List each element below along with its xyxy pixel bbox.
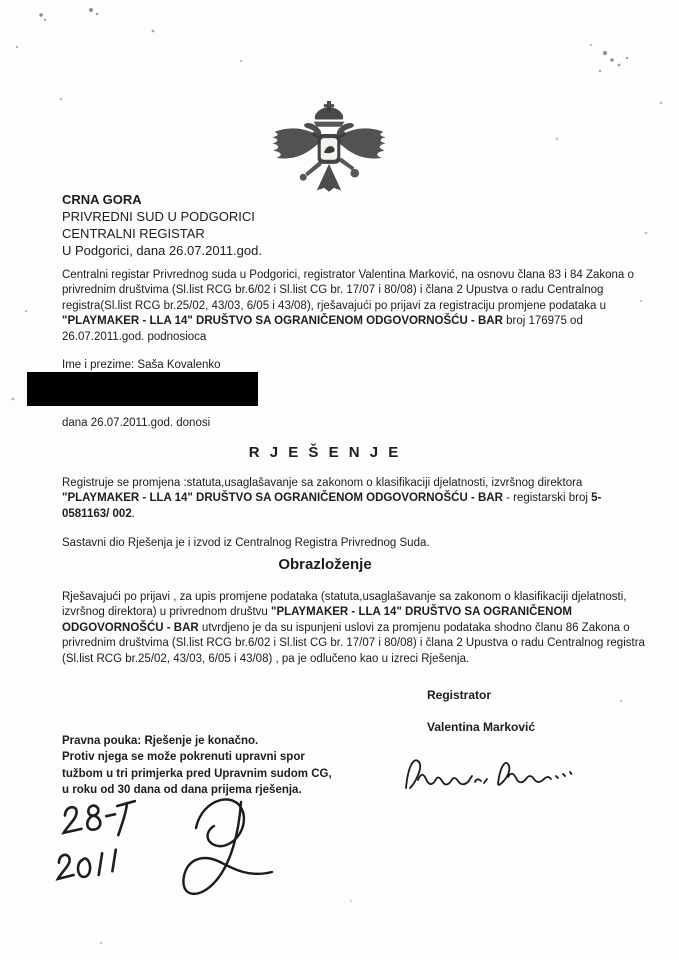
court-name: PRIVREDNI SUD U PODGORICI [62,209,255,224]
company-name: "PLAYMAKER - LLA 14" DRUŠTVO SA OGRANIČENOM ODGOVORNOŠĆU - BAR [62,315,503,328]
legal-remedy-line2: Protiv njega se može pokrenuti upravni spor [62,751,305,764]
decision-text-before: Registruje se promjena :statuta,usaglašavanje sa zakonom o klasifikaciji djelatnosti, izvršnog direktora [62,477,583,489]
coat-of-arms-icon [266,101,392,201]
applicant-name-line: Ime i prezime: Saša Kovalenko [62,359,221,371]
explanation-text-before: Rješavajući po prijavi , za upis promjene podataka (statuta,usaglašavanje sa zakonom o klasifikaciji djelatnosti, izvršnog direktora) u privrednom društvu [62,591,627,619]
decision-text-middle: - registarski broj [502,492,592,505]
explanation-text-after: utvrdjeno je da su ispunjeni uslovi za promjenu podataka shodno članu 86 Zakona o privrednim društvima (Sl.list RCG br.6/02 i Sl.list CG br. 17/07 i 80/08) i člana 2 Upustva o radu Centralnog registra (Sl.list RCG br.25/02, 43/03, 6/05 i 43/08) , pa je odlučeno kao u izreci Rješenja. [62,621,645,665]
explanation-title: Obrazloženje [278,556,372,573]
decision-paragraph [62,476,647,522]
registrar-role: Registrator [427,688,492,702]
decision-title: R J E Š E N J E [248,444,402,461]
received-signature-handwriting [132,788,277,930]
scan-noise [0,0,2,2]
intro-text-before: Centralni registar Privrednog suda u Podgorici, registrator Valentina Marković, na osnovu člana 83 i 84 Zakona o privrednim društvima (Sl.list RCG br.6/02 i Sl.list CG br. 17/07 i 80/08) i člana 2 Upustva o radu Centralnog registra(Sl.list RCG br.25/02, 43/03, 6/05 i 43/08), rješavajući po prijavi za registraciju promjene podataka u [62,269,634,312]
registration-number: 5-0581163/ 002 [62,492,602,520]
company-name: "PLAYMAKER - LLA 14" DRUŠTVO SA OGRANIČENOM ODGOVORNOŠĆU - BAR [62,492,503,505]
place-and-date: U Podgorici, dana 26.07.2011.god. [62,243,262,258]
redaction-box [27,372,258,406]
decision-text-end: . [131,507,135,520]
legal-remedy-line3: tužbom u tri primjerka pred Upravnim sudom CG, [62,767,332,780]
registrar-signature-handwriting [398,748,576,798]
legal-remedy-line1: Pravna pouka: Rješenje je konačno. [62,735,259,747]
legal-remedy-line4: u roku od 30 dana od dana prijema rješenja. [62,784,302,797]
letterhead [62,191,262,259]
attachment-note: Sastavni dio Rješenja je i izvod iz Centralnog Registra Privrednog Suda. [62,537,430,549]
explanation-paragraph [62,590,647,667]
intro-paragraph [62,268,645,345]
registrar-name: Valentina Marković [427,720,536,734]
decision-date-line: dana 26.07.2011.god. donosi [62,417,211,429]
intro-text-after: broj 176975 od 26.07.2011.god. podnosioca [62,315,583,343]
registry-name: CENTRALNI REGISTAR [62,226,205,241]
country-name: CRNA GORA [62,192,142,207]
company-name: "PLAYMAKER - LLA 14" DRUŠTVO SA OGRANIČENOM ODGOVORNOŠĆU - BAR [62,606,572,634]
